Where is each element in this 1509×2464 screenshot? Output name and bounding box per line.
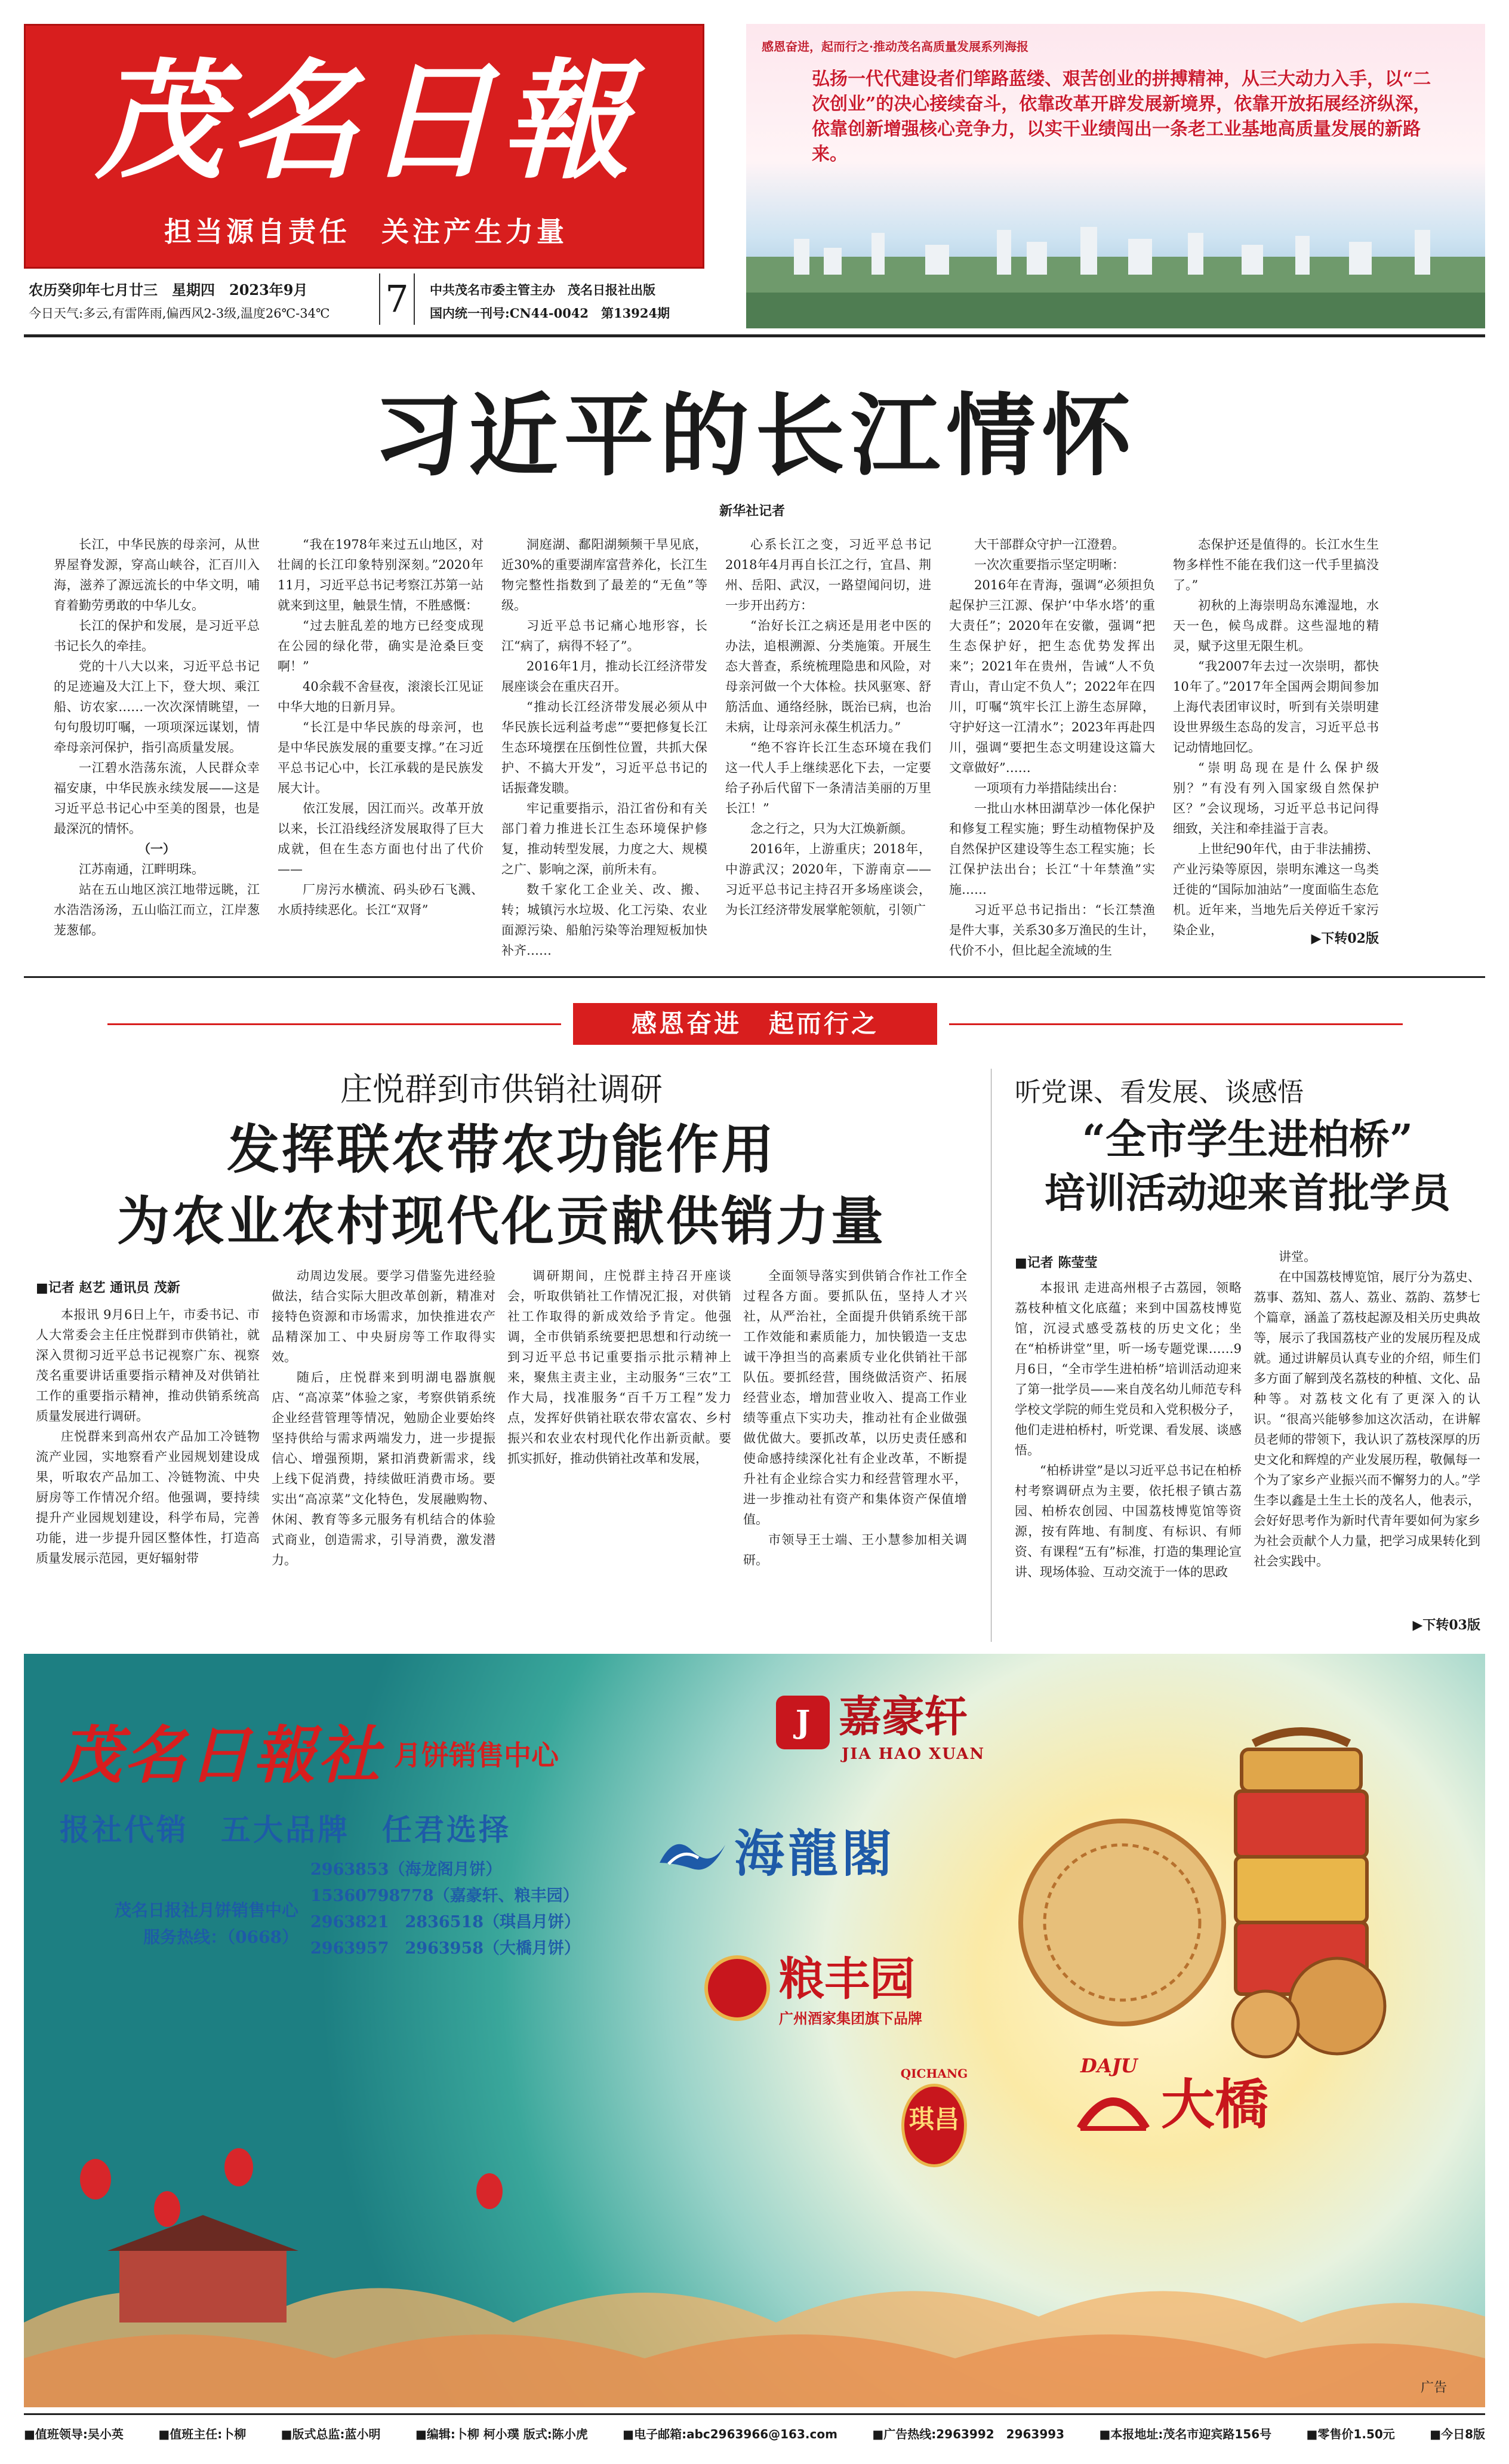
section-bar: 感恩奋进 起而行之 (573, 1003, 937, 1045)
footer-item: ■值班领导:吴小英 (24, 2427, 124, 2441)
footer-item: ■编辑:卜柳 柯小璞 版式:陈小虎 (415, 2427, 588, 2441)
paragraph: “我在1978年来过五山地区，对壮阔的长江印象特别深刻。”2020年11月，习近平总书记考察江苏第一站就来到这里，触景生情，不胜感慨： (278, 537, 484, 613)
daju-logo-icon (1074, 2081, 1152, 2140)
footer-item: ■版式总监:蓝小明 (281, 2427, 381, 2441)
story2-col-4 (743, 1266, 967, 1639)
footer-item: ■广告热线:2963992 2963993 (872, 2427, 1065, 2441)
paragraph: 一次次重要指示坚定明晰： (974, 558, 1125, 572)
paragraph: “长江是中华民族的母亲河，也是中华民族发展的重要支撑。”在习近平总书记心中，长江承载的是民族发展大计。 (278, 720, 484, 795)
hailongge-wave-icon (657, 1827, 728, 1881)
story2-col-2 (272, 1266, 495, 1639)
section-rule (24, 976, 1485, 978)
story3-title-2: 培训活动迎来首批学员 (1044, 1170, 1451, 1217)
masthead-slogan: 担当源自责任 关注产生力量 (164, 216, 568, 248)
paragraph: 一江碧水浩荡东流，人民群众幸福安康，中华民族永续发展——这是习近平总书记心中至美的图景，也是最深沉的情怀。 (54, 761, 260, 836)
story3-title-1: “全市学生进柏桥” (1082, 1116, 1413, 1164)
city-skyline (746, 221, 1485, 328)
paragraph: 本报讯 走进高州根子古荔园，领略荔枝种植文化底蕴；来到中国荔枝博览馆，沉浸式感受荔枝的历史文化；坐在“柏桥讲堂”里，听一场专题党课……9月6日，“全市学生进柏桥”培训活动迎来了第一批学员——来自茂名幼儿师范专科学校文学院的师生党员和入党积极分子，他们走进柏桥村，听党课、看发展、谈感悟。 (1015, 1281, 1242, 1457)
story2-kicker: 庄悦群到市供销社调研 (340, 1070, 663, 1108)
masthead (24, 24, 1485, 358)
paragraph: 牢记重要指示，沿江省份和有关部门着力推进长江生态环境保护修复，推动转型发展，力度之大、规模之广、影响之深，前所未有。 (501, 801, 707, 876)
ad-slogan: 报社代销 五大品牌 任君选择 (60, 1812, 511, 1847)
footer-item: ■今日8版 (1430, 2427, 1485, 2441)
qichang-name: 琪昌 (909, 2105, 959, 2134)
paragraph: “推动长江经济带发展必须从中华民族长远利益考虑”“要把修复长江生态环境摆在压倒性位置，共抓大保护、不搞大开发”，习近平总书记的话振聋发聩。 (501, 700, 707, 795)
lead-col-6 (1173, 534, 1379, 937)
ad-phone: 2963957 2963958（大橋月饼） (310, 1939, 581, 1958)
paragraph: “柏桥讲堂”是以习近平总书记在柏桥村考察调研点为主要，依托根子镇古荔园、柏桥农创园、中国荔枝博览馆等资源，按有阵地、有制度、有标识、有师资、有课程“五有”标准，打造的集理论宣讲、现场体验、互动交流于一体的思政 (1015, 1463, 1242, 1579)
paragraph: 念之行之，只为大江焕新颜。 (750, 822, 913, 836)
paragraph: 态保护还是值得的。长江水生生物多样性不能在我们这一代手里搞没了。” (1173, 537, 1379, 592)
poster-text: 弘扬一代代建设者们筚路蓝缕、艰苦创业的拼搏精神，从三大动力入手，以“二次创业”的决心接续奋斗，依靠改革开辟发展新境界，依靠开放拓展经济纵深，依靠创新增强核心竞争力，以实干业绩闯出一条老工业基地高质量发展的新路来。 (812, 69, 1431, 165)
story3-byline: ■记者 陈莹莹 (1015, 1255, 1098, 1271)
cn-number: 国内统一刊号:CN44-0042 第13924期 (430, 306, 670, 321)
logo-block (24, 24, 704, 269)
masthead-rule (24, 334, 1485, 337)
paragraph: 习近平总书记痛心地形容，长江“病了，病得不轻了”。 (501, 619, 707, 653)
ad-phone: 15360798778（嘉豪轩、粮丰园） (310, 1887, 579, 1905)
liangfengyuan-sub: 广州酒家集团旗下品牌 (779, 2010, 922, 2027)
paragraph: 党的十八大以来，习近平总书记的足迹遍及大江上下，登大坝、乘江船、访农家……一次次深情眺望，一句句殷切叮嘱，一项项深远谋划，情牵母亲河保护，指引高质量发展。 (54, 659, 260, 755)
paragraph: 全面领导落实到供销合作社工作全过程各方面。要抓队伍，坚持人才兴社，从严治社，全面提升供销系统干部工作效能和素质能力，加快锻造一支忠诚干净担当的高素质专业化供销社干部队伍。要抓经营，围绕做活资产、拓展经营业态，增加营业收入、提高工作业绩等重点下实功夫，推动社有企业做强做优做大。要抓改革，以历史责任感和使命感持续深化社有企业改革，不断提升社有企业综合实力和经营管理水平，进一步推动社有资产和集体资产保值增值。 (743, 1269, 967, 1527)
ad-brand: 茂名日報社 (60, 1718, 383, 1792)
paragraph: 一项项有力举措陆续出台： (974, 781, 1125, 795)
lead-col-4 (725, 534, 931, 952)
paragraph: “崇明岛现在是什么保护级别？”有没有列入国家级自然保护区？”会议现场，习近平总书记问得细致，关注和牵挂溢于言表。 (1173, 761, 1379, 836)
paragraph: 站在五山地区滨江地带远眺，江水浩浩汤汤，五山临江而立，江岸葱茏葱郁。 (54, 882, 260, 937)
paragraph: 庄悦群来到高州农产品加工冷链物流产业园，实地察看产业园规划建设成果，听取农产品加工、冷链物流、中央厨房等工作情况介绍。他强调，要持续提升产业园规划建设，科学布局，完善功能，进一步提升园区整体性，打造高质量发展示范园，更好辐射带 (36, 1429, 260, 1565)
lead-title: 习近平的长江情怀 (372, 383, 1137, 488)
publisher: 中共茂名市委主管主办 茂名日报社出版 (430, 282, 655, 297)
paragraph: 本报讯 9月6日上午，市委书记、市人大常委会主任庄悦群到市供销社，就深入贯彻习近平总书记视察广东、视察茂名重要讲话重要指示精神及对供销社工作的重要指示精神，推动供销系统高质量发展进行调研。 (36, 1308, 260, 1423)
lead-col-3 (501, 534, 707, 958)
paragraph: 2016年在青海，强调“必须担负起保护三江源、保护‘中华水塔’的重大责任”；2020年在安徽，强调“把生态保护好，把生态优势发挥出来”；2021年在贵州，告诫“人不负青山，青山定不负人”；2022年在四川，叮嘱“筑牢长江上游生态屏障，守护好这一江清水”；2023年再赴四川，强调“要把生态文明建设这篇大文章做好”…… (949, 578, 1155, 775)
liangfengyuan-name: 粮丰园 (779, 1952, 915, 2005)
liangfengyuan-seal-icon (704, 1955, 770, 2021)
ad-phone: 2963853（海龙阁月饼） (310, 1860, 502, 1879)
ad-label-1: 茂名日报社月饼销售中心 (114, 1900, 298, 1920)
mooncake-box-illustration (1003, 1725, 1421, 2060)
lead-jump[interactable]: ▶下转02版 (1311, 931, 1379, 946)
ad-phones (310, 1857, 621, 1962)
paragraph: 上世纪90年代，由于非法捕捞、产业污染等原因，崇明东滩这一鸟类迁徙的“国际加油站”一度面临生态危机。近年来，当地先后关停近千家污染企业， (1173, 842, 1379, 937)
weather: 今日天气:多云,有雷阵雨,偏西风2-3级,温度26℃-34℃ (29, 306, 330, 321)
paragraph: “过去脏乱差的地方已经变成现在公园的绿化带，确实是沧桑巨变啊！” (278, 619, 484, 673)
jiahaoxuan-en: JIA HAO XUAN (842, 1745, 986, 1763)
story2-col-3 (507, 1266, 731, 1639)
ad-label-2: 服务热线：（0668） (143, 1927, 298, 1947)
paragraph: 调研期间，庄悦群主持召开座谈会，听取供销社工作情况汇报，对供销社工作取得的新成效给予肯定。他强调，全市供销系统要把思想和行动统一到习近平总书记重要指示批示精神上来，聚焦主责主业，主动服务“三农”工作大局，找准服务“百千万工程”发力点，发挥好供销社联农带农富农、乡村振兴和农业农村现代化作出新贡献。要抓实抓好，推动供销社改革和发展， (507, 1269, 731, 1466)
newspaper-logo: 茂名日報 (95, 45, 637, 196)
paragraph: 在中国荔枝博览馆，展厅分为荔史、荔事、荔知、荔人、荔业、荔韵、荔梦七个篇章，涵盖了荔枝起源及相关历史典故等，展示了我国荔枝产业的发展历程及成就。通过讲解员认真专业的介绍，师生们多方面了解到茂名荔枝的种植、文化、品种等。对荔枝文化有了更深入的认识。“很高兴能够参加这次活动，在讲解员老师的带领下，我认识了荔枝深厚的历史文化和辉煌的产业发展历程，敬佩每一个为了家乡产业振兴而不懈努力的人。”学生李以鑫是土生土长的茂名人，他表示，会好好思考作为新时代青年要如何为家乡为社会贡献个人力量，把学习成果转化到社会实践中。 (1254, 1270, 1480, 1568)
story2-byline: ■记者 赵艺 通讯员 茂新 (36, 1280, 180, 1296)
paragraph: “绝不容许长江生态环境在我们这一代人手上继续恶化下去，一定要给子孙后代留下一条清洁美丽的万里长江！” (725, 740, 931, 816)
story3-col-2 (1254, 1247, 1480, 1611)
lead-col-5 (949, 534, 1155, 958)
daju-name: 大橋 (1161, 2073, 1268, 2136)
poster-banner (746, 24, 1485, 328)
paragraph: “我2007年去过一次崇明，都快10年了。”2017年全国两会期间参加上海代表团审议时，听到有关崇明建设世界级生态岛的发言，习近平总书记动情地回忆。 (1173, 659, 1379, 755)
qichang-en: QICHANG (900, 2066, 968, 2081)
footer-rule (24, 2413, 1485, 2415)
paragraph: 初秋的上海崇明岛东滩湿地，水天一色，候鸟成群。这些湿地的精灵，赋予这里无限生机。 (1173, 598, 1379, 653)
footer-item: ■电子邮箱:abc2963966@163.com (623, 2427, 837, 2441)
day-number: 7 (379, 273, 415, 325)
section-line-right (949, 1023, 1403, 1025)
section-line-left (107, 1023, 561, 1025)
paragraph: 讲堂。 (1279, 1250, 1316, 1264)
story3-jump[interactable]: ▶下转03版 (1412, 1617, 1480, 1633)
paragraph: 江苏南通，江畔明珠。 (79, 862, 204, 876)
paragraph: 依江发展，因江而兴。改革开放以来，长江沿线经济发展取得了巨大成就，但在生态方面也付出了代价—— (278, 801, 484, 876)
lead-col-2 (278, 534, 484, 952)
paragraph: 随后，庄悦群来到明湖电器旗舰店、“高凉菜”体验之家，考察供销系统企业经营管理等情况，勉励企业要始终坚持供给与需求两端发力，进一步提振信心、增强预期，紧扣消费新需求，线上线下促消费，持续做旺消费市场。要实出“高凉菜”文化特色，发展融购物、休闲、教育等多元服务有机结合的体验式商业，创造需求，引导消费，激发潜力。 (272, 1370, 495, 1567)
jiahaoxuan-name: 嘉豪轩 (839, 1691, 968, 1742)
paragraph: “治好长江之病还是用老中医的办法，追根溯源、分类施策。开展生态大普查，系统梳理隐患和风险，对母亲河做一个大体检。扶风驱寒、舒筋活血、通络经脉，既治已病，也治未病，让母亲河永葆生机活力。” (725, 619, 931, 734)
paragraph: 2016年，上游重庆；2018年，中游武汉；2020年，下游南京——习近平总书记主持召开多场座谈会，为长江经济带发展掌舵领航，引领广 (725, 842, 931, 917)
paragraph: 一批山水林田湖草沙一体化保护和修复工程实施；野生动植物保护及自然保护区建设等生态工程实施；长江保护法出台；长江“十年禁渔”实施…… (949, 801, 1155, 897)
paragraph: （一） (138, 841, 175, 856)
footer-item: ■值班主任:卜柳 (158, 2427, 247, 2441)
hailongge-name: 海龍閣 (734, 1824, 896, 1883)
paragraph: 长江，中华民族的母亲河，从世界屋脊发源，穿高山峡谷，汇百川入海，滋养了源远流长的中华文明，哺育着勤劳勇敢的中华儿女。 (54, 537, 260, 613)
cloud-decoration (24, 2143, 1485, 2407)
paragraph: 动周边发展。要学习借鉴先进经验做法，结合实际大胆改革创新，精准对接特色资源和市场需求，加快推进农产品精深加工、中央厨房等工作取得实效。 (272, 1269, 495, 1364)
footer-item: ■零售价1.50元 (1306, 2427, 1395, 2441)
paragraph: 2016年1月，推动长江经济带发展座谈会在重庆召开。 (501, 659, 707, 694)
lead-byline: 新华社记者 (719, 503, 785, 519)
poster-tag: 感恩奋进，起而行之·推动茂名高质量发展系列海报 (762, 39, 1028, 54)
story2-col-1 (36, 1305, 260, 1639)
footer (24, 2419, 1485, 2449)
paragraph: 心系长江之变，习近平总书记2018年4月再自长江之行，宜昌、荆州、岳阳、武汉，一路望闻问切，进一步开出药方： (725, 537, 931, 613)
story3-kicker: 听党课、看发展、谈感悟 (1015, 1077, 1304, 1108)
daju-en: DAJU (1080, 2054, 1138, 2077)
paragraph: 习近平总书记指出：“长江禁渔是件大事，关系30多万渔民的生计，代价不小，但比起全流域的生 (949, 903, 1155, 958)
ad-phone: 2963821 2836518（琪昌月饼） (310, 1913, 581, 1931)
paragraph: 长江的保护和发展，是习近平总书记长久的牵挂。 (54, 619, 260, 653)
paragraph: 洞庭湖、鄱阳湖频频干旱见底，近30%的重要湖库富营养化，长江生物完整性指数到了最差的“无鱼”等级。 (501, 537, 707, 613)
paragraph: 大干部群众守护一江澄碧。 (974, 537, 1125, 552)
lead-col-1 (54, 534, 260, 952)
story3-col-1 (1015, 1278, 1242, 1636)
paragraph: 数千家化工企业关、改、搬、转；城镇污水垃圾、化工污染、农业面源污染、船舶污染等治理短板加快补齐…… (501, 882, 707, 958)
jiahaoxuan-logo-icon: J (776, 1696, 830, 1749)
footer-item: ■本报地址:茂名市迎宾路156号 (1099, 2427, 1272, 2441)
ad-tag: 广告 (1421, 2380, 1448, 2395)
date-line: 农历癸卯年七月廿三 星期四 2023年9月 (29, 281, 308, 299)
paragraph: 厂房污水横流、码头砂石飞溅、水质持续恶化。长江“双肾” (278, 882, 484, 917)
ad-center: 月饼销售中心 (394, 1739, 559, 1771)
story2-title-2: 为农业农村现代化贡献供销力量 (116, 1190, 886, 1252)
paragraph: 40余载不舍昼夜，滚滚长江见证中华大地的日新月异。 (278, 679, 484, 714)
story2-title-1: 发挥联农带农功能作用 (226, 1118, 776, 1180)
paragraph: 市领导王士端、王小慧参加相关调研。 (743, 1533, 967, 1567)
mooncake-ad (24, 1654, 1485, 2407)
